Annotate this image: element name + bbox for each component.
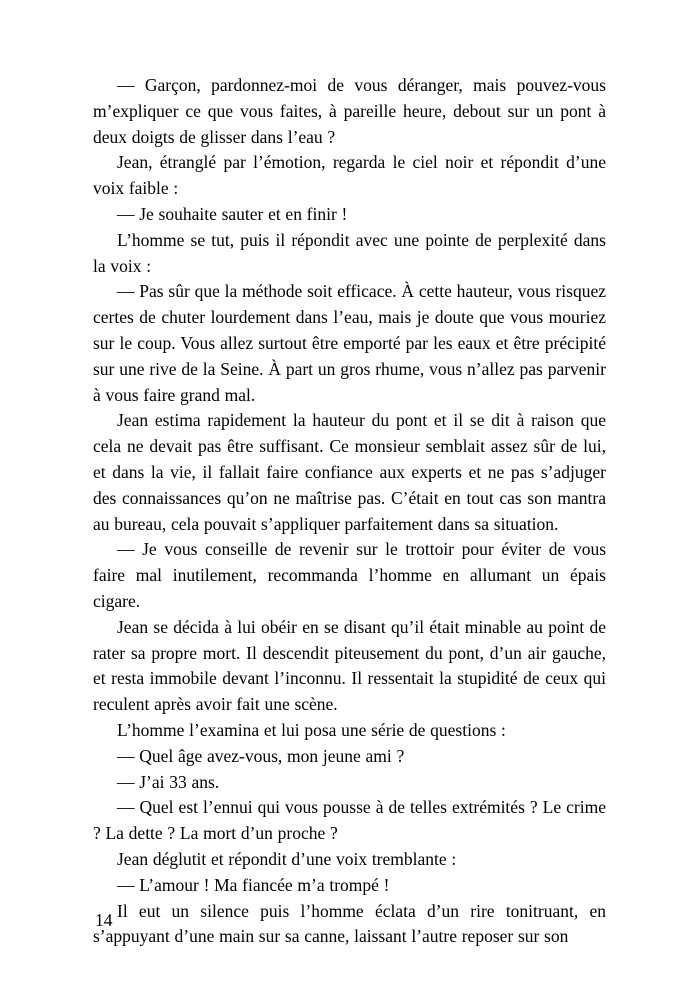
paragraph: — L’amour ! Ma fiancée m’a trompé ! [117,874,390,895]
paragraph: L’homme l’examina et lui posa une série de questions : [117,719,506,740]
paragraph: — Je vous conseille de revenir sur le trottoir pour éviter de vous faire mal inutilement, recommanda l’homme en allumant un épais cigare. [93,539,606,611]
paragraph: L’homme se tut, puis il répondit avec une pointe de perplexité dans la voix : [93,229,606,276]
paragraph: Jean se décida à lui obéir en se disant qu’il était minable au point de rater sa propre mort. Il descendit piteusement du pont, d’un air gauche, et resta immobile devant l’inconnu. Il ressentait la stupidité de ceux qui reculent après avoir fait une scène. [93,616,606,715]
paragraph: — Pas sûr que la méthode soit efficace. À cette hauteur, vous risquez certes de chuter lourdement dans l’eau, mais je doute que vous mouriez sur le coup. Vous allez surtout être emporté par les eaux et être précipité sur une rive de la Seine. À part un gros rhume, vous n’allez pas parvenir à vous faire grand mal. [93,281,606,405]
paragraph: — J’ai 33 ans. [117,771,220,792]
paragraph: — Quel âge avez-vous, mon jeune ami ? [117,745,405,766]
paragraph: Jean, étranglé par l’émotion, regarda le ciel noir et répondit d’une voix faible : [93,152,606,199]
paragraph: — Garçon, pardonnez-moi de vous déranger, mais pouvez-vous m’expliquer ce que vous faites, à pareille heure, debout sur un pont à deux doigts de glisser dans l’eau ? [93,75,606,147]
paragraph: Jean estima rapidement la hauteur du pont et il se dit à raison que cela ne devait pas être suffisant. Ce monsieur semblait assez sûr de lui, et dans la vie, il fallait faire confiance aux experts et ne pas s’adjuger des connaissances qu’on ne maîtrise pas. C’était en tout cas son mantra au bureau, cela pouvait s’appliquer parfaitement dans sa situation. [93,410,606,534]
paragraph: — Quel est l’ennui qui vous pousse à de telles extrémités ? Le crime ? La dette ? La mort d’un proche ? [93,797,606,844]
paragraph: — Je souhaite sauter et en finir ! [117,203,348,224]
page-number: 14 [95,910,113,930]
paragraph: Il eut un silence puis l’homme éclata d’un rire tonitruant, en s’appuyant d’une main sur sa canne, laissant l’autre reposer sur son [93,900,606,947]
body-text [93,73,606,950]
paragraph: Jean déglutit et répondit d’une voix tremblante : [117,848,457,869]
